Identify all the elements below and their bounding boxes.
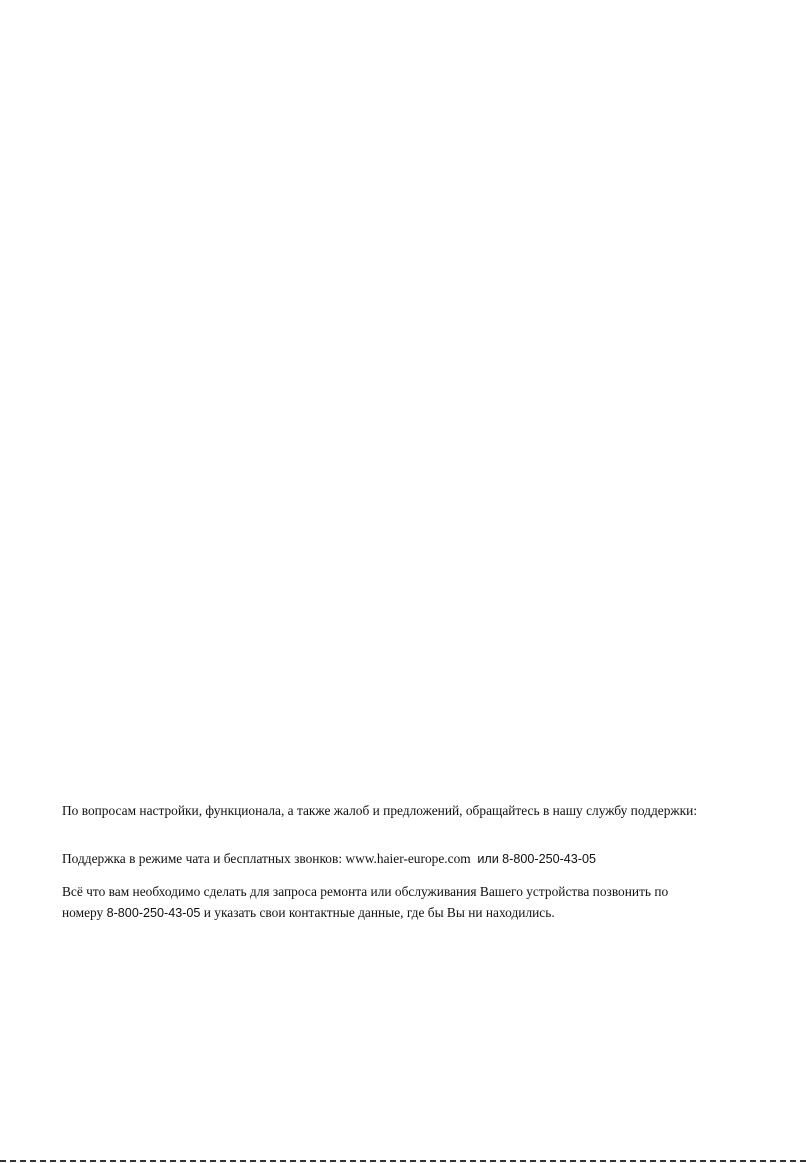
repair-suffix: и указать свои контактные данные, где бы Вы ни находились. — [203, 905, 555, 920]
support-phone[interactable]: 8-800-250-43-05 — [502, 852, 596, 866]
repair-line-1 — [62, 883, 668, 900]
website-link[interactable]: www.haier-europe.com — [345, 851, 471, 866]
support-intro-text — [62, 802, 697, 819]
bottom-divider — [0, 1160, 806, 1162]
support-chat-line — [62, 850, 596, 868]
repair-line-2 — [62, 904, 555, 922]
or-word: или — [477, 852, 499, 866]
repair-text-line1: Всё что вам необходимо сделать для запроса ремонта или обслуживания Вашего устройства позвонить по — [62, 884, 669, 899]
repair-prefix: номеру — [62, 905, 104, 920]
support-intro: По вопросам настройки, функционала, а также жалоб и предложений, обращайтесь в нашу службу поддержки: — [62, 803, 698, 818]
repair-phone[interactable]: 8-800-250-43-05 — [106, 906, 201, 920]
chat-label: Поддержка в режиме чата и бесплатных звонков: — [62, 851, 343, 866]
